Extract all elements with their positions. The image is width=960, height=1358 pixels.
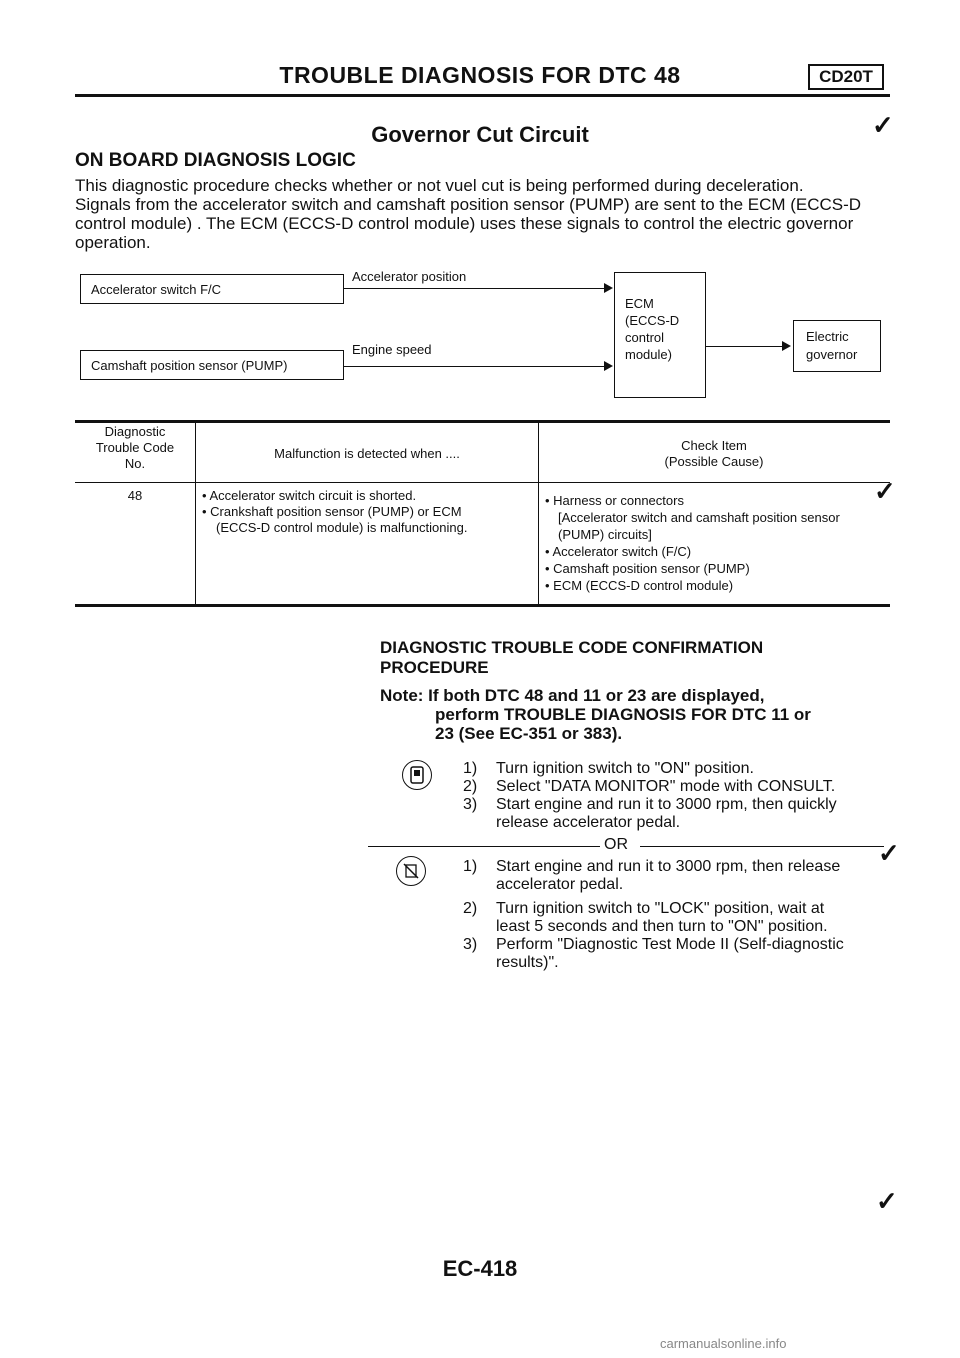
table-bottom-rule: [75, 604, 890, 607]
signal-label: Accelerator position: [352, 269, 467, 284]
ecm-label: module): [625, 347, 672, 362]
table-header-rule: [75, 482, 890, 483]
accelerator-switch-block: [80, 274, 344, 304]
cell-line: (ECCS-D control module) is malfunctioning.: [216, 520, 468, 535]
signal-line: [344, 288, 604, 289]
section-subtitle: Governor Cut Circuit: [371, 122, 589, 147]
page-number: EC-418: [442, 1256, 518, 1281]
consult-steps: [463, 760, 893, 832]
revision-check-icon: ✓: [876, 1186, 898, 1216]
page-title: TROUBLE DIAGNOSIS FOR DTC 48: [279, 62, 681, 88]
table-cell-code: 48: [127, 488, 143, 503]
block-label: Camshaft position sensor (PUMP): [91, 357, 288, 373]
confirmation-heading: [380, 638, 763, 678]
header-line: No.: [124, 456, 146, 471]
or-divider-line: [368, 846, 600, 847]
step-item: [463, 858, 893, 876]
step-number: 2): [463, 900, 478, 917]
revision-check-icon: ✓: [872, 110, 894, 140]
step-text: least 5 seconds and then turn to "ON" position.: [496, 918, 828, 935]
step-text: release accelerator pedal.: [496, 814, 681, 831]
description-line: control module) . The ECM (ECCS-D control module) uses these signals to control the electric governor: [75, 214, 854, 233]
consult-tool-icon: [402, 760, 432, 790]
heading-line: PROCEDURE: [380, 658, 489, 677]
section-heading: ON BOARD DIAGNOSIS LOGIC: [75, 150, 356, 171]
header-line: Check Item: [681, 438, 747, 453]
electric-governor-block: [793, 320, 881, 372]
description-line: Signals from the accelerator switch and camshaft position sensor (PUMP) are sent to the ECM (ECCS-D: [75, 195, 862, 214]
cell-line: • Accelerator switch (F/C): [545, 544, 692, 559]
step-number: 3): [463, 936, 478, 953]
step-item: [463, 936, 893, 954]
note-line: 23 (See EC-351 or 383).: [435, 724, 623, 743]
signal-line: [706, 346, 784, 347]
step-text: Turn ignition switch to "ON" position.: [496, 760, 754, 777]
or-divider-line: [640, 846, 884, 847]
cell-line: (PUMP) circuits]: [558, 527, 652, 542]
nonconsult-steps: [463, 858, 893, 972]
table-cell-malfunction: [202, 488, 536, 536]
step-item: [463, 796, 893, 814]
description-paragraph: [75, 176, 895, 252]
no-tools-icon: [396, 856, 426, 886]
table-top-rule: [75, 420, 890, 423]
arrow-right-icon: [604, 283, 613, 293]
step-number: 2): [463, 778, 478, 795]
or-label: OR: [604, 836, 628, 853]
step-number: 3): [463, 796, 478, 813]
step-item: [463, 900, 893, 918]
arrow-right-icon: [604, 361, 613, 371]
step-item: [463, 778, 893, 796]
table-header-code: [75, 424, 195, 472]
description-line: This diagnostic procedure checks whether or not vuel cut is being performed during deceleration.: [75, 176, 804, 195]
block-label: Accelerator switch F/C: [91, 281, 222, 297]
header-line: Trouble Code: [95, 440, 175, 455]
step-text: Turn ignition switch to "LOCK" position, wait at: [496, 900, 825, 917]
cell-line: • ECM (ECCS-D control module): [545, 578, 734, 593]
step-text: Start engine and run it to 3000 rpm, then quickly: [496, 796, 837, 813]
note-block: [380, 686, 880, 743]
step-number: 1): [463, 858, 478, 875]
ecm-label: ECM: [625, 296, 654, 311]
step-number: 1): [463, 760, 478, 777]
revision-check-icon: ✓: [878, 838, 900, 868]
ecm-block: [614, 272, 706, 398]
header-line: Diagnostic: [104, 424, 166, 439]
step-item: [463, 760, 893, 778]
step-text: accelerator pedal.: [496, 876, 624, 893]
cell-line: • Accelerator switch circuit is shorted.: [202, 488, 417, 503]
description-line: operation.: [75, 233, 151, 252]
table-header-check: [539, 438, 889, 470]
table-header-malfunction: Malfunction is detected when ....: [274, 446, 460, 461]
ecm-label: (ECCS-D: [625, 313, 680, 328]
revision-check-icon: ✓: [874, 476, 896, 506]
ecm-label: control: [625, 330, 665, 345]
governor-label: Electric: [806, 329, 849, 344]
table-cell-check: [545, 492, 890, 594]
step-text: Start engine and run it to 3000 rpm, then release: [496, 858, 841, 875]
step-text: Perform "Diagnostic Test Mode II (Self-diagnostic: [496, 936, 844, 953]
note-line: perform TROUBLE DIAGNOSIS FOR DTC 11 or: [435, 705, 811, 724]
header-line: (Possible Cause): [664, 454, 764, 469]
header-rule: [75, 94, 890, 97]
cell-line: • Crankshaft position sensor (PUMP) or ECM: [202, 504, 462, 519]
cell-line: • Harness or connectors: [545, 493, 684, 508]
signal-label: Engine speed: [352, 342, 432, 357]
note-line: Note: If both DTC 48 and 11 or 23 are displayed,: [380, 686, 765, 705]
cell-line: • Camshaft position sensor (PUMP): [545, 561, 750, 576]
arrow-right-icon: [782, 341, 791, 351]
camshaft-sensor-block: [80, 350, 344, 380]
step-text: Select "DATA MONITOR" mode with CONSULT.: [496, 778, 836, 795]
model-badge: CD20T: [808, 64, 884, 90]
step-text: results)".: [496, 954, 559, 971]
governor-label: governor: [806, 347, 858, 362]
signal-line: [344, 366, 604, 367]
heading-line: DIAGNOSTIC TROUBLE CODE CONFIRMATION: [380, 638, 764, 657]
watermark: carmanualsonline.info: [660, 1336, 787, 1351]
cell-line: [Accelerator switch and camshaft position sensor: [558, 510, 840, 525]
